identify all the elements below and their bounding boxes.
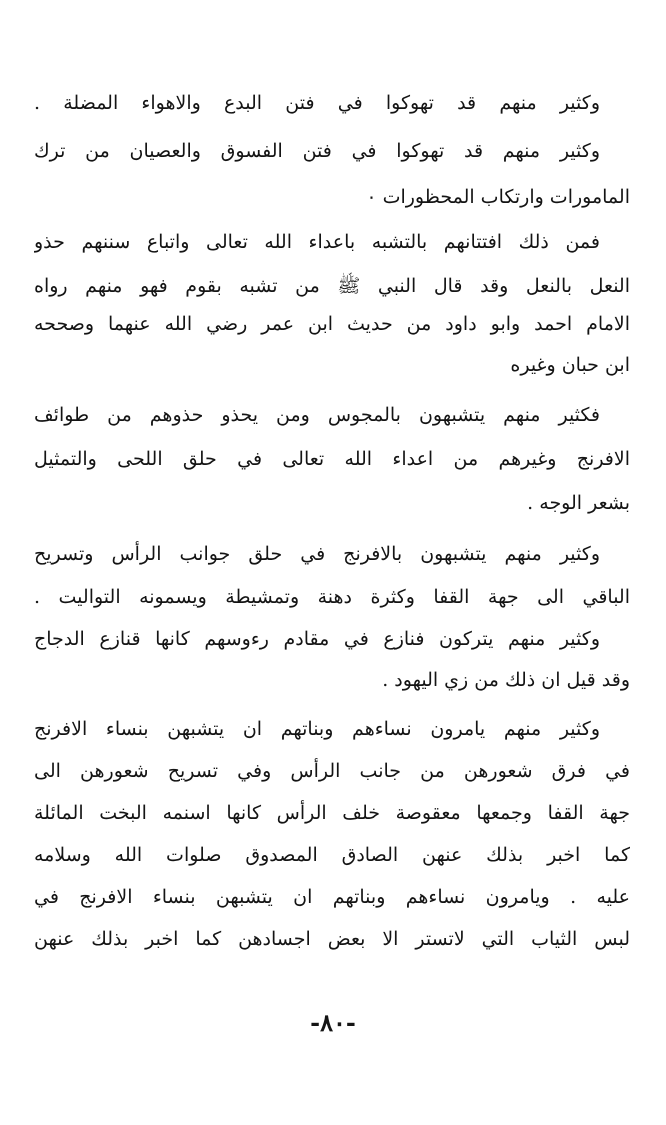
text-line: المامورات وارتكاب المحظورات ٠ [366,186,630,208]
text-line: عليه . ويامرون نساءهم وبناتهم ان يتشبهن بنساء الافرنج في [34,886,630,908]
text-line: وكثير منهم يتشبهون بالافرنج في حلق جوانب الرأس وتسريح [34,543,600,565]
text-line: فمن ذلك افتتانهم بالتشبه باعداء الله تعالى واتباع سننهم حذو [34,231,600,253]
text-line: وقد قيل ان ذلك من زي اليهود . [382,669,630,691]
text-line: النعل بالنعل وقد قال النبي ﷺ من تشبه بقوم فهو منهم رواه [34,275,630,297]
text-line: فكثير منهم يتشبهون بالمجوس ومن يحذو حذوهم من طوائف [34,404,600,426]
text-line: وكثير منهم يامرون نساءهم وبناتهم ان يتشبهن بنساء الافرنج [34,718,600,740]
text-line: جهة القفا وجمعها معقوصة خلف الرأس كانها اسنمه البخت المائلة [34,802,630,824]
text-line: وكثير منهم يتركون فنازع في مقادم رءوسهم كانها قنازع الدجاج [34,628,600,650]
text-line: كما اخبر بذلك عنهن الصادق المصدوق صلوات الله وسلامه [34,844,630,866]
text-line: وكثير منهم قد تهوكوا في فتن البدع والاهواء المضلة . [34,92,600,114]
text-line: وكثير منهم قد تهوكوا في فتن الفسوق والعصيان من ترك [34,140,600,162]
text-line: الامام احمد وابو داود من حديث ابن عمر رضي الله عنهما وصححه [34,313,630,335]
page-number: -٨٠- [310,1008,356,1037]
text-line: الباقي الى جهة القفا وكثرة دهنة وتمشيطة ويسمونه التواليت . [34,586,630,608]
text-line: في فرق شعورهن من جانب الرأس وفي تسريح شعورهن الى [34,760,630,782]
text-line: الافرنج وغيرهم من اعداء الله تعالى في حلق اللحى والتمثيل [34,448,630,470]
text-line: ابن حبان وغيره [510,354,630,376]
text-line: بشعر الوجه . [527,492,630,514]
text-line: لبس الثياب التي لاتستر الا بعض اجسادهن كما اخبر بذلك عنهن [34,928,630,950]
